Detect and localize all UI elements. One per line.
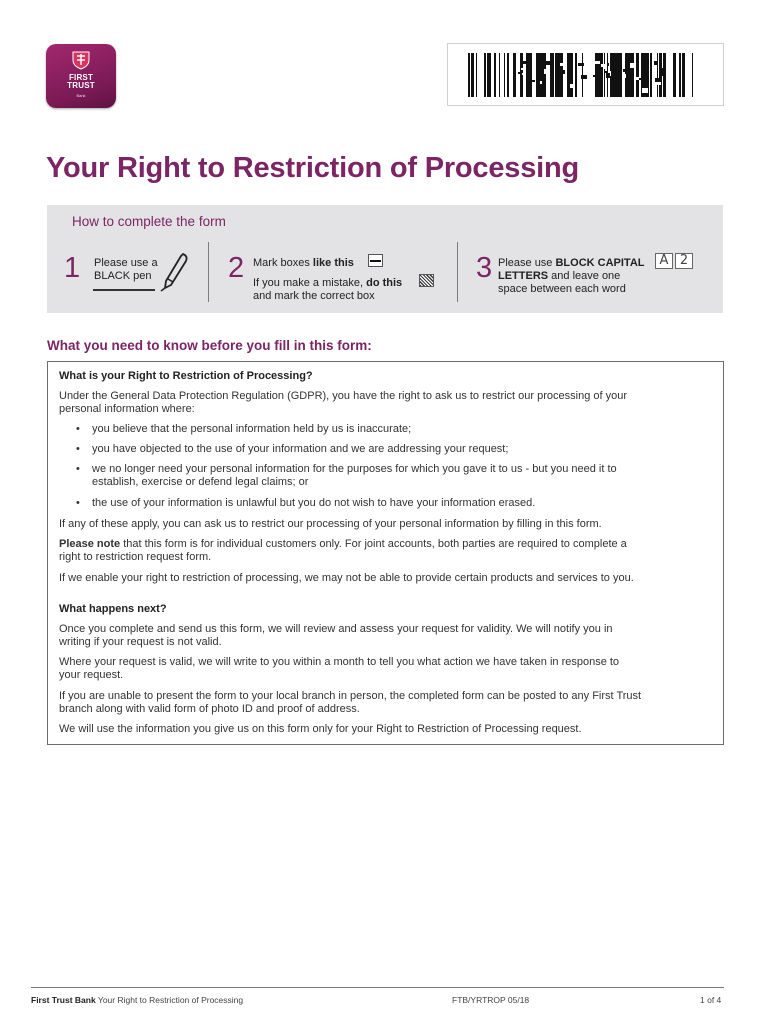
- step-1-number: 1: [64, 252, 81, 284]
- how-to-heading: How to complete the form: [72, 214, 226, 229]
- mistake-box-example: [419, 274, 434, 287]
- next-paragraph-2-line-2: your request.: [59, 669, 124, 681]
- question-what-next: What happens next?: [59, 603, 167, 615]
- footer-page-number: 1 of 4: [700, 995, 722, 1005]
- step-2-line3: and mark the correct box: [253, 290, 375, 302]
- how-to-panel: [47, 205, 723, 313]
- paragraph-apply: If any of these apply, you can ask us to restrict our processing of your personal information by filling in this form.: [59, 518, 602, 530]
- next-paragraph-1-line-1: Once you complete and send us this form, we will review and assess your request for validity. We will notify you in: [59, 623, 613, 635]
- next-paragraph-4: We will use the information you give us on this form only for your Right to Restriction of Processing request.: [59, 723, 582, 735]
- page-title: Your Right to Restriction of Processing: [46, 152, 580, 184]
- step-2-line1: Mark boxes like this: [253, 257, 354, 269]
- info-box: What is your Right to Restriction of Processing? Under the General Data Protection Regulation (GDPR), you have the right to ask us to restrict our processing of your personal information where: • you believe that the personal information held by us is inaccurate; • you have objected to the use of your information and we are addressing your request; • we no longer need your personal information for the purposes for which you gave it to us - but you need it to establish, exercise or defend legal claims; or • the use of your information is unlawful but you do not wish to have your information erased. If any of these apply, you can ask us to restrict our processing of your personal information by filling in this form. Please note that this form is for individual customers only. For joint accounts, both parties are required to complete a right to restriction request form. If we enable your right to restriction of processing, we may not be able to provide certain products and services to you. What happens next? Once you complete and send us this form, we will review and assess your request for validity. We will notify you in writing if your request is not valid. Where your request is valid, we will write to you within a month to tell you what action we have taken in response to your request. If you are unable to present the form to your local branch in person, the completed form can be posted to any First Trust branch along with valid form of photo ID and proof of address. We will use the information you give us on this form only for your Right to Restriction of Processing request.: [47, 361, 724, 745]
- paragraph-note-line-2: right to restriction request form.: [59, 551, 212, 563]
- step-3-number: 3: [476, 252, 493, 284]
- next-paragraph-3-line-2: branch along with valid form of photo ID and proof of address.: [59, 703, 360, 715]
- step-3-line2: LETTERS and leave one: [498, 270, 621, 282]
- pen-icon: [159, 252, 189, 292]
- pen-underline: [93, 289, 155, 291]
- step-2-number: 2: [228, 252, 245, 284]
- step-1-line1: Please use a: [94, 257, 158, 269]
- logo-text-trust: TRUST: [67, 81, 95, 90]
- capital-letter-box-example: A: [655, 253, 673, 269]
- step-1-line2: BLACK pen: [94, 270, 152, 282]
- step-3-line3: space between each word: [498, 283, 626, 295]
- step-3-line1: Please use BLOCK CAPITAL: [498, 257, 645, 269]
- bank-logo: [46, 44, 116, 108]
- next-paragraph-2-line-1: Where your request is valid, we will write to you within a month to tell you what action we have taken in response to: [59, 656, 620, 668]
- step-divider-1: [208, 242, 209, 302]
- barcode: [447, 43, 724, 106]
- capital-digit-box-example: 2: [675, 253, 693, 269]
- barcode-icon: [468, 53, 703, 97]
- footer-title: First Trust Bank Your Right to Restriction of Processing: [31, 995, 244, 1005]
- paragraph-enable: If we enable your right to restriction of processing, we may not be able to provide certain products and services to you.: [59, 572, 634, 584]
- paragraph-note-line-1: Please note that this form is for individual customers only. For joint accounts, both parties are required to complete a: [59, 538, 627, 550]
- footer-divider: [31, 987, 724, 988]
- footer-form-code: FTB/YRTROP 05/18: [452, 995, 530, 1005]
- logo-text-first: FIRST: [68, 73, 94, 82]
- question-what-is: What is your Right to Restriction of Processing?: [59, 370, 313, 382]
- next-paragraph-3-line-1: If you are unable to present the form to your local branch in person, the completed form can be posted to any First Trust: [59, 690, 642, 702]
- step-2-line2: If you make a mistake, do this: [253, 277, 403, 289]
- section-heading: What you need to know before you fill in this form:: [47, 338, 372, 353]
- shield-emblem-icon: [70, 50, 92, 70]
- logo-text-bank: Bank: [76, 93, 86, 98]
- next-paragraph-1-line-2: writing if your request is not valid.: [59, 636, 222, 648]
- mark-box-example: [368, 254, 383, 267]
- intro-line-1: Under the General Data Protection Regulation (GDPR), you have the right to ask us to restrict our processing of your: [59, 390, 627, 402]
- intro-line-2: personal information where:: [59, 403, 195, 415]
- step-divider-2: [457, 242, 458, 302]
